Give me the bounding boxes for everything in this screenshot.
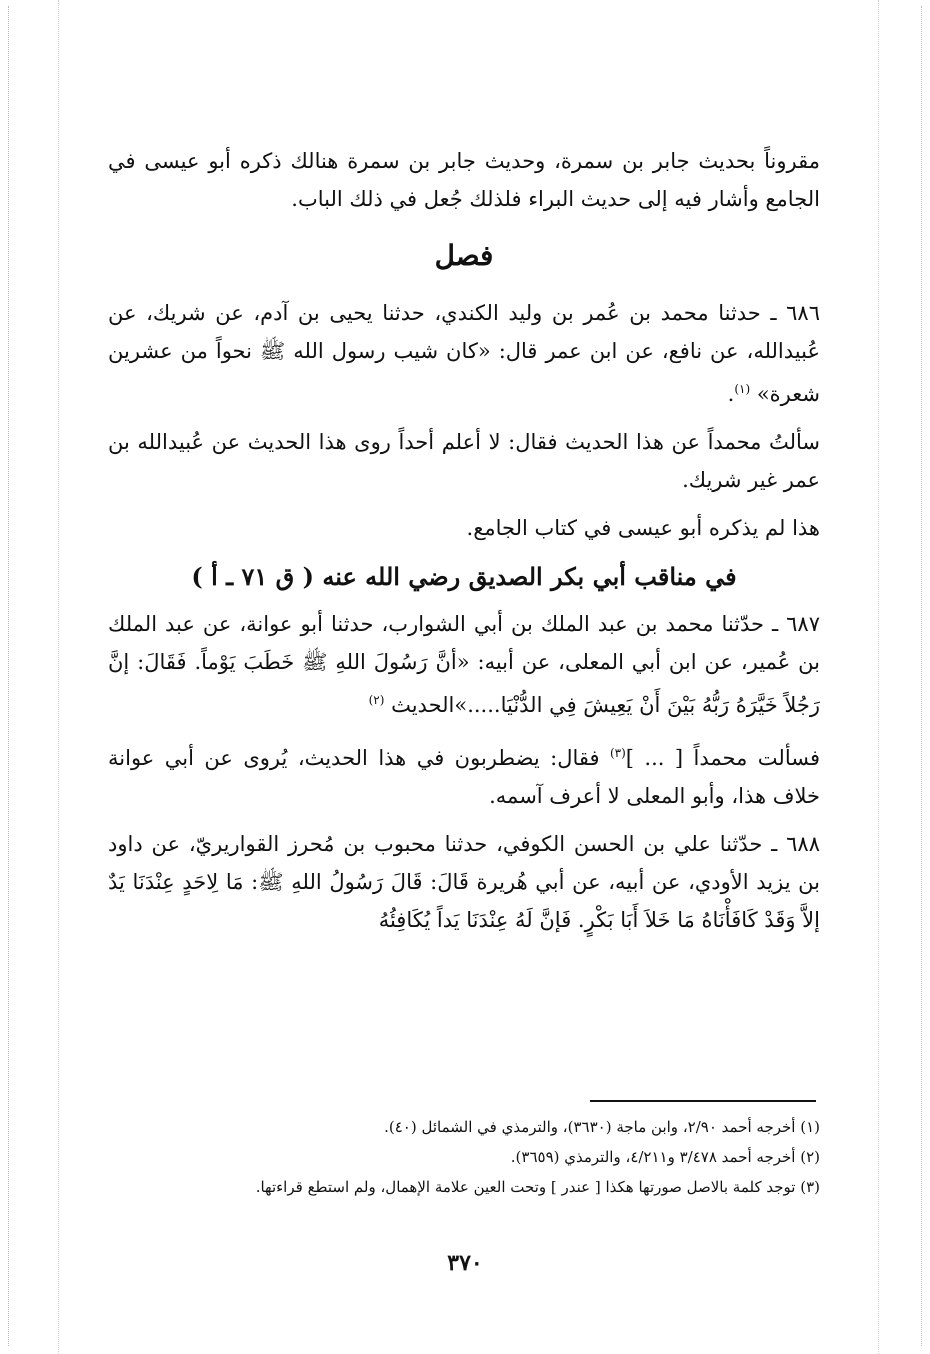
page-number: ٣٧٠ (447, 1250, 483, 1276)
main-text (108, 142, 820, 949)
hadith-687-comment (108, 734, 820, 815)
hadith-688: ٦٨٨ ـ حدّثنا علي بن الحسن الكوفي، حدثنا محبوب بن مُحرز القواريريّ، عن داود بن يزيد الأودي، عن أبيه، عن أبي هُريرة قَالَ: قَالَ رَسُولُ اللهِ ﷺ: مَا لِاحَدٍ عِنْدَنَا يَدٌ إلاَّ وَقَدْ كَافَأْنَاهُ مَا خَلاَ أَبَا بَكْرٍ. فَإنَّ لَهُ عِنْدَنَا يَداً يُكَافِئُهُ (108, 832, 820, 932)
hadith-686-comment: سألتُ محمداً عن هذا الحديث فقال: لا أعلم أحداً روى هذا الحديث عن عُبيدالله بن عمر غير شريك. (108, 430, 820, 492)
footnote-1: (١) أخرجه أحمد ٢/٩٠، وابن ماجة (٣٦٣٠)، والترمذي في الشمائل (٤٠). (384, 1118, 820, 1136)
footnote-ref-1[interactable]: (١) (734, 382, 751, 396)
scan-guide-line (58, 0, 59, 1354)
hadith-686-end: . (727, 382, 735, 406)
intro-paragraph: مقروناً بحديث جابر بن سمرة، وحديث جابر بن سمرة هنالك ذكره أبو عيسى في الجامع وأشار فيه إلى حديث البراء فلذلك جُعل في ذلك الباب. (108, 149, 820, 211)
footnote-2: (٢) أخرجه أحمد ٣/٤٧٨ و٤/٢١١، والترمذي (٣٦٥٩). (510, 1148, 820, 1166)
hadith-686-remark: هذا لم يذكره أبو عيسى في كتاب الجامع. (466, 516, 820, 540)
scan-guide-line (878, 0, 879, 1354)
footnotes (108, 1112, 820, 1202)
hadith-687-comment-rest: فقال: يضطربون في هذا الحديث، يُروى عن أبي عوانة خلاف هذا، وأبو المعلى لا أعرف آسمه. (108, 746, 820, 808)
footnote-3: (٣) توجد كلمة بالاصل صورتها هكذا [ عندر ] وتحت العين علامة الإهمال، ولم استطع قراءتها. (255, 1178, 820, 1196)
footnote-ref-2[interactable]: (٢) (368, 693, 385, 707)
hadith-687 (108, 605, 820, 724)
manaqib-title: في مناقب أبي بكر الصديق رضي الله عنه ( ق ٧١ ـ أ ) (191, 562, 737, 591)
footnote-divider (590, 1100, 816, 1102)
footnote-ref-3[interactable]: (٣) (609, 746, 626, 760)
section-title: فصل (434, 239, 494, 272)
hadith-686-text: ٦٨٦ ـ حدثنا محمد بن عُمر بن وليد الكندي، حدثنا يحيى بن آدم، عن شريك، عن عُبيدالله، عن نافع، عن ابن عمر قال: «كان شيب رسول الله ﷺ نحواً من عشرين شعرة» (108, 301, 820, 406)
hadith-686 (108, 294, 820, 413)
hadith-687-comment-start: فسألت محمداً [ ... ] (625, 746, 820, 770)
hadith-687-text: ٦٨٧ ـ حدّثنا محمد بن عبد الملك بن أبي الشوارب، حدثنا أبو عوانة، عن عبد الملك بن عُمير، عن ابن أبي المعلى، عن أبيه: «أنَّ رَسُولَ اللهِ ﷺ خَطَبَ يَوْماً. فَقَالَ: إنَّ رَجُلاً خَيَّرَهُ رَبُّهُ بَيْنَ أَنْ يَعِيشَ فِي الدُّنْيَا.....»الحديث (108, 612, 820, 717)
